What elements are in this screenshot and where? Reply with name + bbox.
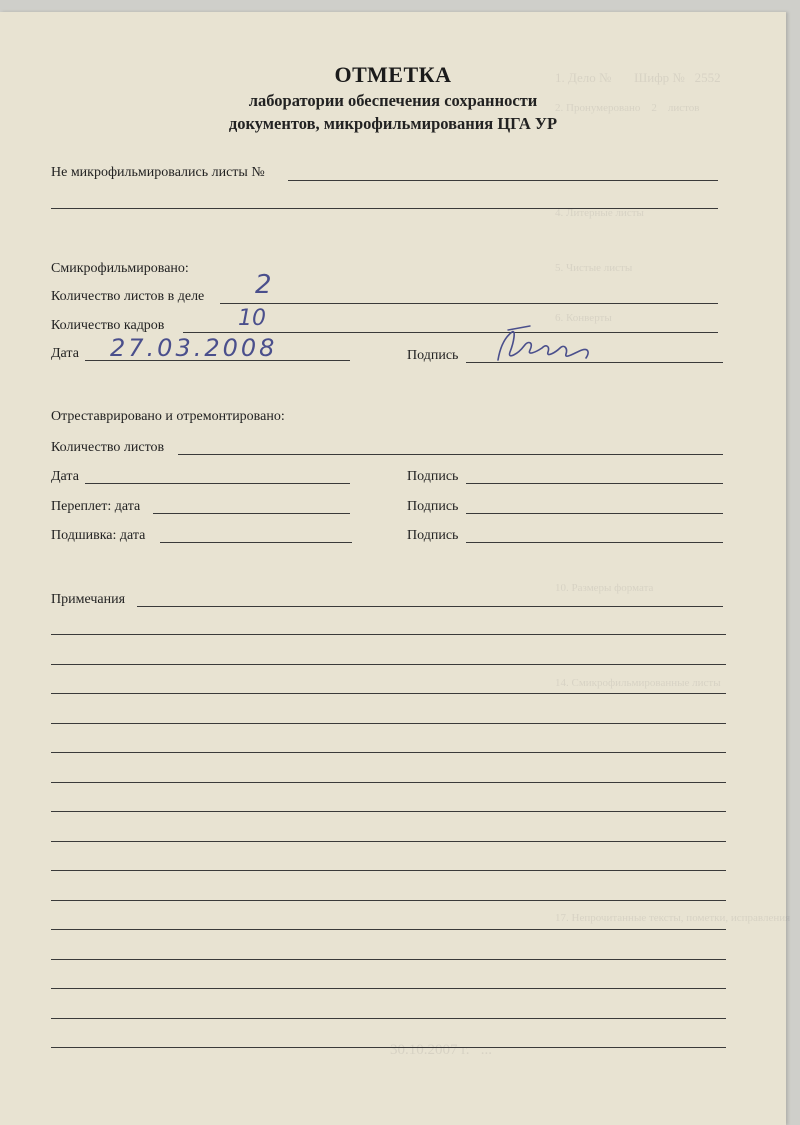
stitching-signature-label: Подпись [407, 528, 459, 543]
stitching-label: Подшивка: дата [51, 528, 146, 543]
sheets-in-case-value: 2 [255, 270, 272, 300]
date-value: 27.03.2008 [110, 334, 278, 362]
sheets-in-case-line [220, 303, 718, 304]
notes-ruled-line [51, 870, 726, 871]
frames-label: Количество кадров [51, 318, 165, 333]
notes-ruled-line [51, 900, 726, 901]
restored-signature-line [466, 483, 723, 484]
restored-sheets-line [178, 454, 723, 455]
notes-ruled-line [51, 723, 726, 724]
bleed-through-text: 14. Смикрофильмированные листы [555, 677, 721, 689]
notes-ruled-line [51, 634, 726, 635]
notes-ruled-line [51, 664, 726, 665]
restored-signature-label: Подпись [407, 469, 459, 484]
not-microfilmed-label: Не микрофильмировались листы № [51, 165, 265, 180]
restored-date-label: Дата [51, 469, 79, 484]
bleed-through-text: 2. Пронумеровано 2 листов [555, 102, 700, 114]
page-subtitle-line1: лаборатории обеспечения сохранности [248, 91, 538, 110]
microfilmed-heading: Смикрофильмировано: [51, 261, 189, 276]
notes-ruled-line [51, 841, 726, 842]
frames-value: 10 [238, 306, 266, 331]
page-subtitle-line2: документов, микрофильмирования ЦГА УР [228, 114, 558, 133]
binding-signature-label: Подпись [407, 499, 459, 514]
date-label: Дата [51, 346, 79, 361]
notes-ruled-line [51, 988, 726, 989]
bleed-through-text: 4. Литерные листы [555, 207, 644, 219]
notes-ruled-line [51, 1018, 726, 1019]
notes-ruled-line [51, 929, 726, 930]
notes-ruled-line [51, 693, 726, 694]
binding-signature-line [466, 513, 723, 514]
bleed-through-text: 17. Непрочитанные тексты, пометки, исправления [555, 912, 791, 924]
notes-ruled-line [51, 811, 726, 812]
document-sheet [0, 12, 791, 1125]
restored-sheets-label: Количество листов [51, 440, 165, 455]
restored-date-line [85, 483, 350, 484]
notes-ruled-line [51, 782, 726, 783]
bleed-through-text: 10. Размеры формата [555, 582, 654, 594]
page-title: ОТМЕТКА [334, 62, 452, 87]
restored-heading: Отреставрировано и отремонтировано: [51, 409, 285, 424]
notes-label: Примечания [51, 592, 126, 607]
stitching-signature-line [466, 542, 723, 543]
sheets-in-case-label: Количество листов в деле [51, 289, 205, 304]
notes-line [137, 606, 723, 607]
bleed-through-text: 5. Чистые листы [555, 262, 633, 274]
bleed-through-text: 6. Конверты [555, 312, 612, 324]
not-microfilmed-line-2 [51, 208, 718, 209]
signature-label: Подпись [407, 348, 459, 363]
notes-ruled-line [51, 959, 726, 960]
binding-label: Переплет: дата [51, 499, 141, 514]
handwritten-signature [490, 322, 600, 372]
bleed-through-text: 30.10.2007 г. ... [390, 1042, 492, 1058]
frames-line [183, 332, 718, 333]
notes-ruled-line [51, 752, 726, 753]
bleed-through-text: 1. Дело № Шифр № 2552 [555, 70, 721, 85]
not-microfilmed-line [288, 180, 718, 181]
stitching-line [160, 542, 352, 543]
notes-ruled-line [51, 1047, 726, 1048]
binding-line [153, 513, 350, 514]
